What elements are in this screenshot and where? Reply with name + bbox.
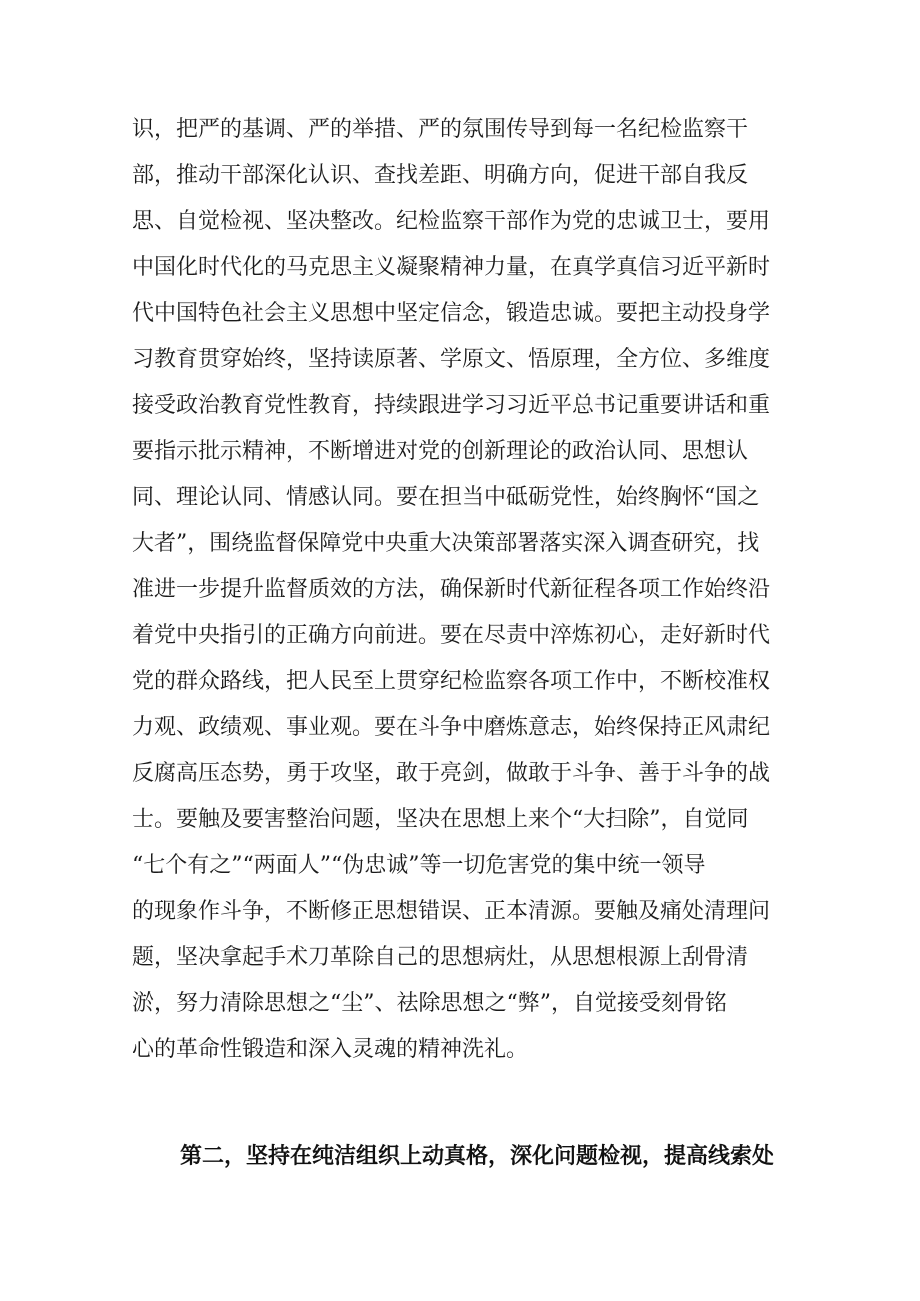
paragraph-line: 中国化时代化的马克思主义凝聚精神力量，在真学真信习近平新时 xyxy=(132,255,771,280)
paragraph-line: 党的群众路线，把人民至上贯穿纪检监察各项工作中，不断校准权 xyxy=(132,669,771,694)
paragraph-line: “七个有之”“两面人”“伪忠诚”等一切危害党的集中统一领导 xyxy=(132,853,706,878)
paragraph-line: 着党中央指引的正确方向前进。要在尽责中淬炼初心，走好新时代 xyxy=(132,623,771,648)
paragraph-line: 识，把严的基调、严的举措、严的氛围传导到每一名纪检监察干 xyxy=(132,117,749,142)
paragraph-line: 士。要触及要害整治问题，坚决在思想上来个“大扫除”，自觉同 xyxy=(132,807,749,832)
paragraph-line: 反腐高压态势，勇于攻坚，敢于亮剑，做敢于斗争、善于斗争的战 xyxy=(132,761,771,786)
paragraph-line: 准进一步提升监督质效的方法，确保新时代新征程各项工作始终沿 xyxy=(132,577,771,602)
paragraph-line: 接受政治教育党性教育，持续跟进学习习近平总书记重要讲话和重 xyxy=(132,393,771,418)
paragraph-line: 力观、政绩观、事业观。要在斗争中磨炼意志，始终保持正风肃纪 xyxy=(132,715,771,740)
paragraph-line: 的现象作斗争，不断修正思想错误、正本清源。要触及痛处清理问 xyxy=(132,899,771,924)
paragraph-line: 要指示批示精神，不断增进对党的创新理论的政治认同、思想认 xyxy=(132,439,749,464)
paragraph-line: 习教育贯穿始终，坚持读原著、学原文、悟原理，全方位、多维度 xyxy=(132,347,771,372)
paragraph-line: 心的革命性锻造和深入灵魂的精神洗礼。 xyxy=(132,1037,529,1062)
paragraph-line: 淤，努力清除思想之“尘”、祛除思想之“弊”，自觉接受刻骨铭 xyxy=(132,991,727,1016)
paragraph-line: 部，推动干部深化认识、查找差距、明确方向，促进干部自我反 xyxy=(132,163,749,188)
paragraph-line: 代中国特色社会主义思想中坚定信念，锻造忠诚。要把主动投身学 xyxy=(132,301,771,326)
paragraph-line: 同、理论认同、情感认同。要在担当中砥砺党性，始终胸怀“国之 xyxy=(132,485,760,510)
paragraph-line: 大者”，围绕监督保障党中央重大决策部署落实深入调查研究，找 xyxy=(132,531,760,556)
paragraph-line: 思、自觉检视、坚决整改。纪检监察干部作为党的忠诚卫士，要用 xyxy=(132,209,771,234)
paragraph-line: 题，坚决拿起手术刀革除自己的思想病灶，从思想根源上刮骨清 xyxy=(132,945,749,970)
section-heading: 第二，坚持在纯洁组织上动真格，深化问题检视，提高线索处 xyxy=(180,1144,775,1169)
body-paragraph xyxy=(132,107,772,1073)
